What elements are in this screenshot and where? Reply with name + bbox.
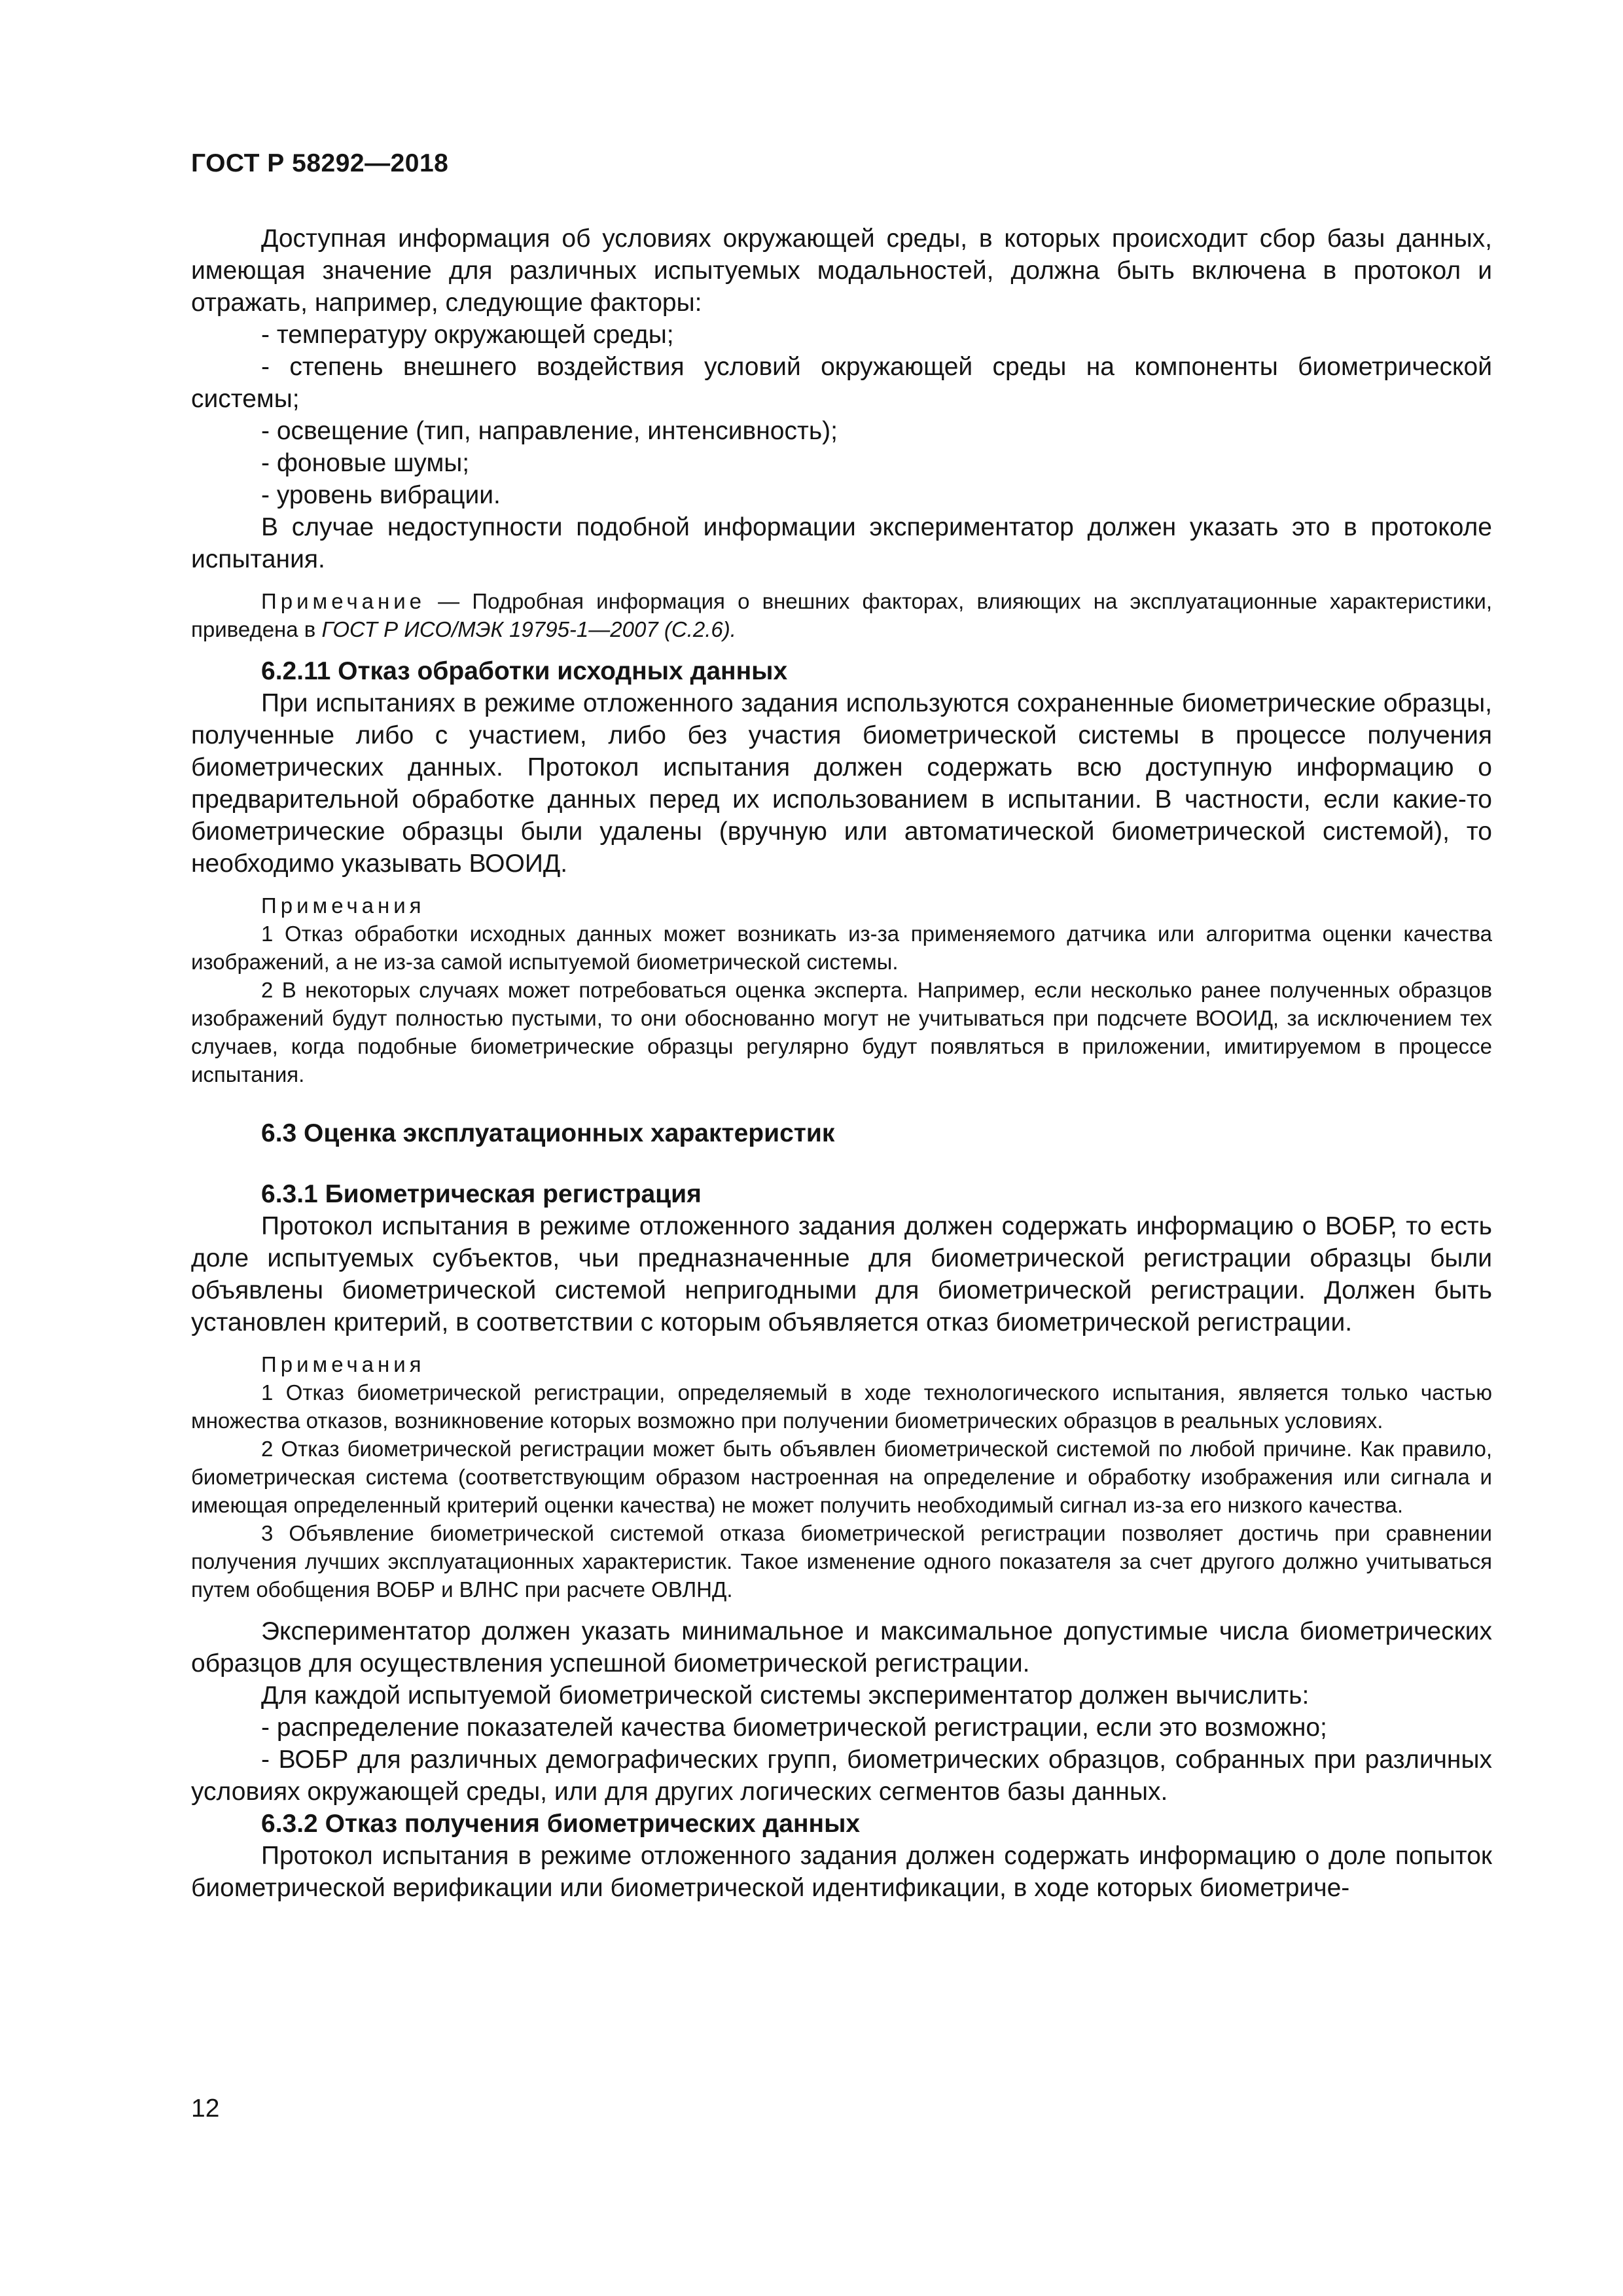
notes-block xyxy=(191,891,1492,1088)
paragraph: Для каждой испытуемой биометрической системы экспериментатор должен вычислить: xyxy=(261,1681,1310,1710)
paragraph: Протокол испытания в режиме отложенного задания должен содержать информацию о ВОБР, то есть доле испытуемых субъектов, чьи предназначенные для биометрической регистрации образцы были объявлены биометрической системой непригодными для биометрической регистрации. Должен быть установлен критерий, в соответствии с которым объявляется отказ биометрической регистрации. xyxy=(191,1212,1492,1336)
paragraph: Экспериментатор должен указать минимальное и максимальное допустимые числа биометрических образцов для осуществления успешной биометрической регистрации. xyxy=(191,1617,1492,1677)
paragraph: В случае недоступности подобной информации экспериментатор должен указать это в протоколе испытания. xyxy=(191,513,1492,573)
notes-block xyxy=(191,1350,1492,1604)
list-item: - уровень вибрации. xyxy=(261,481,501,509)
page-number: 12 xyxy=(191,2094,220,2123)
list-item: - фоновые шумы; xyxy=(261,449,470,477)
section-heading-6-3-1: 6.3.1 Биометрическая регистрация xyxy=(261,1180,702,1208)
note-block xyxy=(191,587,1492,643)
page-content xyxy=(191,223,1492,1904)
note-label: Примечание xyxy=(261,589,426,613)
note: 2 Отказ биометрической регистрации может быть объявлен биометрической системой по любой причине. Как правило, биометрическая система (соответствующим образом настроенная на определение и обработку изображения или сигнала и имеющая определенный критерий оценки качества) не может получить необходимый сигнал из-за его низкого качества. xyxy=(191,1437,1492,1517)
list-item: - распределение показателей качества биометрической регистрации, если это возможно; xyxy=(261,1713,1327,1742)
notes-label: Примечания xyxy=(261,1352,425,1376)
note: 1 Отказ обработки исходных данных может возникать из-за применяемого датчика или алгоритма оценки качества изображений, а не из-за самой испытуемой биометрической системы. xyxy=(191,922,1492,974)
section-heading-6-3-2: 6.3.2 Отказ получения биометрических данных xyxy=(261,1810,861,1838)
paragraph: Доступная информация об условиях окружающей среды, в которых происходит сбор базы данных, имеющая значение для различных испытуемых модальностей, должна быть включена в протокол и отражать, например, следующие факторы: xyxy=(191,224,1492,317)
note-reference: ГОСТ Р ИСО/МЭК 19795-1—2007 (С.2.6). xyxy=(321,617,736,641)
note xyxy=(191,587,1492,643)
list-item: - степень внешнего воздействия условий окружающей среды на компоненты биометрической системы; xyxy=(191,353,1492,413)
paragraph: При испытаниях в режиме отложенного задания используются сохраненные биометрические образцы, полученные либо с участием, либо без участия биометрической системы в процессе получения биометрических данных. Протокол испытания должен содержать всю доступную информацию о предварительной обработке данных перед их использованием в испытании. В частности, если какие-то биометрические образцы были удалены (вручную или автоматической биометрической системой), то необходимо указывать ВООИД. xyxy=(191,689,1492,878)
list-item: - ВОБР для различных демографических групп, биометрических образцов, собранных при различных условиях окружающей среды, или для других логических сегментов базы данных. xyxy=(191,1746,1492,1806)
list-item: - освещение (тип, направление, интенсивность); xyxy=(261,417,838,445)
document-header: ГОСТ Р 58292—2018 xyxy=(191,149,449,177)
note: 3 Объявление биометрической системой отказа биометрической регистрации позволяет достичь при сравнении получения лучших эксплуатационных характеристик. Такое изменение одного показателя за счет другого должно учитываться путем обобщения ВОБР и ВЛНС при расчете ОВЛНД. xyxy=(191,1521,1492,1602)
paragraph: Протокол испытания в режиме отложенного задания должен содержать информацию о доле попыток биометрической верификации или биометрической идентификации, в ходе которых биометриче- xyxy=(191,1842,1492,1902)
section-heading-6-2-11: 6.2.11 Отказ обработки исходных данных xyxy=(261,657,788,685)
list-item: - температуру окружающей среды; xyxy=(261,321,674,349)
notes-label: Примечания xyxy=(261,893,425,918)
section-heading-6-3: 6.3 Оценка эксплуатационных характеристик xyxy=(261,1119,835,1147)
note: 2 В некоторых случаях может потребоваться оценка эксперта. Например, если несколько ранее полученных образцов изображений будут полностью пустыми, то они обоснованно могут не учитываться при подсчете ВООИД, за исключением тех случаев, когда подобные биометрические образцы регулярно будут появляться в приложении, имитируемом в процессе испытания. xyxy=(191,978,1492,1086)
note: 1 Отказ биометрической регистрации, определяемый в ходе технологического испытания, является только частью множества отказов, возникновение которых возможно при получении биометрических образцов в реальных условиях. xyxy=(191,1380,1492,1433)
note-text: — Подробная информация о внешних факторах, влияющих на эксплуатационные характеристики, приведена в xyxy=(191,589,1492,641)
